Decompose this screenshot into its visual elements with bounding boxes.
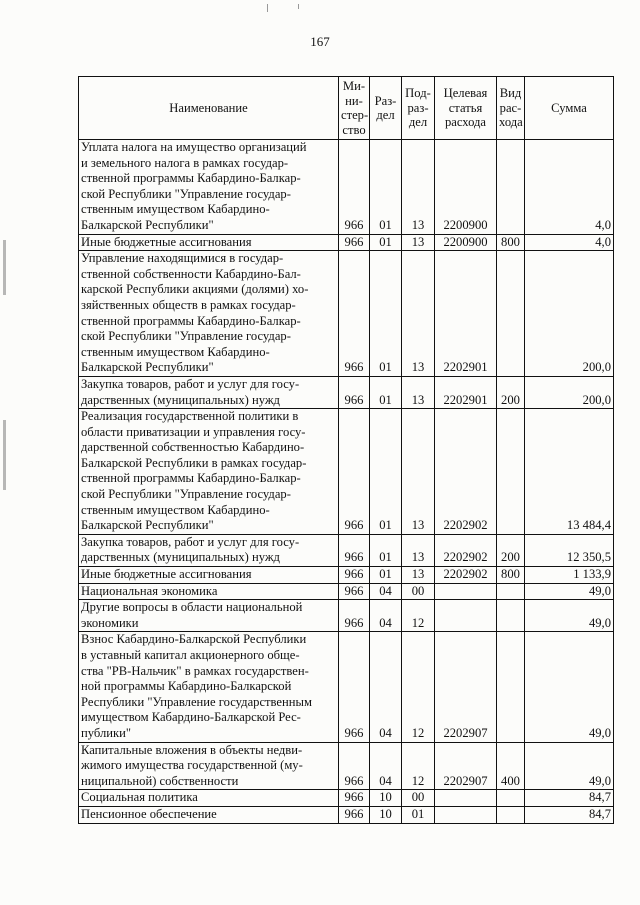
table-row bbox=[79, 234, 614, 251]
header-name: Наименование bbox=[79, 77, 339, 140]
table-row bbox=[79, 742, 614, 790]
row-subsection: 13 bbox=[402, 140, 435, 235]
row-ministry: 966 bbox=[339, 140, 370, 235]
row-ministry: 966 bbox=[339, 251, 370, 377]
table-row bbox=[79, 583, 614, 600]
row-ministry: 966 bbox=[339, 534, 370, 566]
header-subsection bbox=[402, 77, 435, 140]
row-subsection: 00 bbox=[402, 790, 435, 807]
row-type bbox=[497, 583, 525, 600]
header-section bbox=[370, 77, 402, 140]
row-name: Реализация государственной политики в области приватизации и управления госу- дарственной собственностью Кабардино- Балкарской Республики в рамках государ- ственной программы Кабардино-Балкар- ской Республики "Управление государ- ственным имуществом Кабардино- Балкарской Республики" bbox=[79, 409, 339, 535]
row-sum: 13 484,4 bbox=[525, 409, 614, 535]
table-body bbox=[79, 140, 614, 824]
row-section: 01 bbox=[370, 376, 402, 408]
table-row bbox=[79, 567, 614, 584]
row-type: 800 bbox=[497, 567, 525, 584]
row-sum: 1 133,9 bbox=[525, 567, 614, 584]
row-target: 2202901 bbox=[435, 376, 497, 408]
table-row bbox=[79, 534, 614, 566]
row-section: 01 bbox=[370, 409, 402, 535]
header-sum: Сумма bbox=[525, 77, 614, 140]
row-sum: 84,7 bbox=[525, 806, 614, 823]
row-sum: 200,0 bbox=[525, 376, 614, 408]
table-row bbox=[79, 251, 614, 377]
row-target bbox=[435, 583, 497, 600]
row-type bbox=[497, 632, 525, 742]
row-ministry: 966 bbox=[339, 600, 370, 632]
row-type bbox=[497, 790, 525, 807]
header-target-text: Целевая статья расхода bbox=[443, 86, 488, 130]
row-sum: 49,0 bbox=[525, 742, 614, 790]
table-row bbox=[79, 376, 614, 408]
header-subsection-text: Под- раз- дел bbox=[405, 86, 431, 130]
row-type bbox=[497, 140, 525, 235]
row-target bbox=[435, 600, 497, 632]
row-name: Национальная экономика bbox=[79, 583, 339, 600]
row-sum: 4,0 bbox=[525, 234, 614, 251]
row-subsection: 12 bbox=[402, 742, 435, 790]
row-subsection: 13 bbox=[402, 234, 435, 251]
row-name: Иные бюджетные ассигнования bbox=[79, 234, 339, 251]
row-name: Социальная политика bbox=[79, 790, 339, 807]
table-row bbox=[79, 600, 614, 632]
row-type: 200 bbox=[497, 534, 525, 566]
row-name: Уплата налога на имущество организаций и земельного налога в рамках государ- ственной программы Кабардино-Балкар- ской Республики "Управление государ- ственным имуществом Кабардино- Балкарской Республики" bbox=[79, 140, 339, 235]
row-section: 01 bbox=[370, 534, 402, 566]
row-subsection: 13 bbox=[402, 409, 435, 535]
row-subsection: 01 bbox=[402, 806, 435, 823]
header-target bbox=[435, 77, 497, 140]
row-name: Взнос Кабардино-Балкарской Республики в уставный капитал акционерного обще- ства "РВ-Нальчик" в рамках государствен- ной программы Кабардино-Балкарской Республики "Управление государственным имуществом Кабардино-Балкарской Рес- публики" bbox=[79, 632, 339, 742]
row-target: 2202902 bbox=[435, 409, 497, 535]
row-type bbox=[497, 806, 525, 823]
row-ministry: 966 bbox=[339, 409, 370, 535]
header-row bbox=[79, 77, 614, 140]
row-subsection: 12 bbox=[402, 632, 435, 742]
row-target: 2202902 bbox=[435, 567, 497, 584]
table-row bbox=[79, 790, 614, 807]
row-name: Другие вопросы в области национальной экономики bbox=[79, 600, 339, 632]
row-ministry: 966 bbox=[339, 567, 370, 584]
row-section: 04 bbox=[370, 583, 402, 600]
row-ministry: 966 bbox=[339, 234, 370, 251]
row-target bbox=[435, 790, 497, 807]
row-section: 01 bbox=[370, 140, 402, 235]
row-ministry: 966 bbox=[339, 806, 370, 823]
row-target: 2202907 bbox=[435, 632, 497, 742]
row-sum: 84,7 bbox=[525, 790, 614, 807]
table-row bbox=[79, 806, 614, 823]
row-type bbox=[497, 600, 525, 632]
row-name: Иные бюджетные ассигнования bbox=[79, 567, 339, 584]
row-sum: 12 350,5 bbox=[525, 534, 614, 566]
header-type bbox=[497, 77, 525, 140]
row-ministry: 966 bbox=[339, 742, 370, 790]
row-sum: 4,0 bbox=[525, 140, 614, 235]
table-row bbox=[79, 140, 614, 235]
row-target: 2200900 bbox=[435, 234, 497, 251]
row-type: 400 bbox=[497, 742, 525, 790]
row-section: 04 bbox=[370, 632, 402, 742]
row-subsection: 00 bbox=[402, 583, 435, 600]
table-row bbox=[79, 632, 614, 742]
row-target: 2200900 bbox=[435, 140, 497, 235]
row-sum: 49,0 bbox=[525, 600, 614, 632]
row-subsection: 13 bbox=[402, 376, 435, 408]
row-section: 04 bbox=[370, 600, 402, 632]
row-subsection: 13 bbox=[402, 251, 435, 377]
row-type: 200 bbox=[497, 376, 525, 408]
row-sum: 49,0 bbox=[525, 632, 614, 742]
row-name: Закупка товаров, работ и услуг для госу- дарственных (муниципальных) нужд bbox=[79, 376, 339, 408]
row-section: 04 bbox=[370, 742, 402, 790]
header-ministry-text: Ми- ни- стер- ство bbox=[341, 79, 369, 137]
row-subsection: 12 bbox=[402, 600, 435, 632]
row-section: 01 bbox=[370, 567, 402, 584]
row-ministry: 966 bbox=[339, 376, 370, 408]
row-ministry: 966 bbox=[339, 632, 370, 742]
table-row bbox=[79, 409, 614, 535]
row-name: Управление находящимися в государ- ственной собственности Кабардино-Бал- карской Республики акциями (долями) хо- зяйственных обществ в рамках государ- ственной программы Кабардино-Балкар- ской Республики "Управление государ- ственным имуществом Кабардино- Балкарской Республики" bbox=[79, 251, 339, 377]
row-target: 2202907 bbox=[435, 742, 497, 790]
row-section: 10 bbox=[370, 806, 402, 823]
row-subsection: 13 bbox=[402, 567, 435, 584]
row-name: Капитальные вложения в объекты недви- жимого имущества государственной (му- ниципальной) собственности bbox=[79, 742, 339, 790]
row-name: Закупка товаров, работ и услуг для госу- дарственных (муниципальных) нужд bbox=[79, 534, 339, 566]
row-target bbox=[435, 806, 497, 823]
budget-table bbox=[78, 76, 614, 824]
row-ministry: 966 bbox=[339, 583, 370, 600]
row-sum: 49,0 bbox=[525, 583, 614, 600]
row-section: 10 bbox=[370, 790, 402, 807]
header-ministry bbox=[339, 77, 370, 140]
row-section: 01 bbox=[370, 251, 402, 377]
row-target: 2202901 bbox=[435, 251, 497, 377]
row-sum: 200,0 bbox=[525, 251, 614, 377]
row-ministry: 966 bbox=[339, 790, 370, 807]
header-type-text: Вид рас- хода bbox=[499, 86, 523, 130]
page-number: 167 bbox=[310, 34, 330, 49]
row-subsection: 13 bbox=[402, 534, 435, 566]
row-type: 800 bbox=[497, 234, 525, 251]
row-target: 2202902 bbox=[435, 534, 497, 566]
row-section: 01 bbox=[370, 234, 402, 251]
row-type bbox=[497, 251, 525, 377]
row-name: Пенсионное обеспечение bbox=[79, 806, 339, 823]
row-type bbox=[497, 409, 525, 535]
header-section-text: Раз- дел bbox=[374, 93, 397, 122]
